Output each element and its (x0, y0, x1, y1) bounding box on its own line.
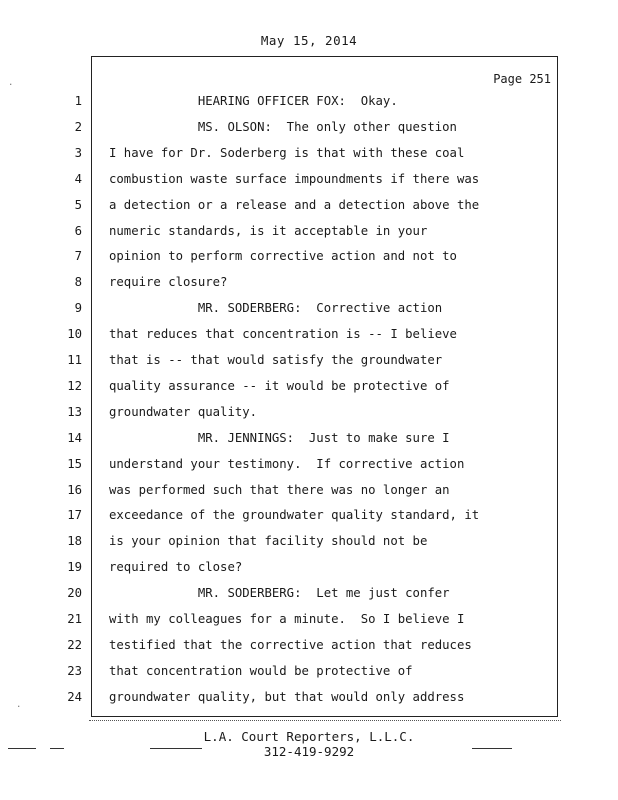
line-text: testified that the corrective action that reduces (109, 637, 472, 652)
line-text: numeric standards, is it acceptable in your (109, 223, 428, 238)
court-reporter-phone: 312-419-9292 (263, 744, 355, 759)
scan-rule (8, 748, 36, 749)
transcript-line (0, 347, 600, 373)
line-number: 16 (67, 482, 82, 497)
line-text: was performed such that there was no longer an (109, 482, 450, 497)
line-text: quality assurance -- it would be protective of (109, 378, 450, 393)
line-number: 21 (67, 612, 82, 626)
line-number: 7 (74, 249, 82, 264)
court-reporter-name: L.A. Court Reporters, L.L.C. (203, 729, 415, 744)
line-text: MR. SODERBERG: Corrective action (109, 301, 443, 316)
transcript-line (0, 684, 600, 710)
line-text: opinion to perform corrective action and not to (109, 249, 457, 264)
line-number: 18 (67, 534, 82, 549)
line-text: is your opinion that facility should not be (109, 534, 428, 549)
transcript-line (0, 580, 600, 606)
line-number: 5 (74, 197, 82, 212)
line-number: 17 (67, 508, 82, 523)
line-number: 24 (67, 689, 82, 704)
line-text: require closure? (109, 275, 228, 290)
transcript-line (0, 166, 600, 192)
transcript-line (0, 451, 600, 477)
transcript-line (0, 269, 600, 295)
transcript-line (0, 502, 600, 528)
transcript-line (0, 218, 600, 244)
transcript-line (0, 88, 600, 114)
line-text: MR. JENNINGS: Just to make sure I (109, 430, 450, 445)
scan-speck: . (8, 78, 14, 88)
line-number: 3 (74, 145, 82, 160)
line-number: 20 (67, 586, 82, 601)
scan-rule (150, 748, 202, 749)
line-number: 11 (67, 353, 82, 367)
line-text: required to close? (109, 560, 243, 575)
line-text: combustion waste surface impoundments if there was (109, 171, 480, 186)
line-text: that concentration would be protective of (109, 663, 413, 678)
transcript-line (0, 321, 600, 347)
line-number: 19 (67, 560, 82, 575)
transcript-line (0, 606, 600, 632)
transcript-line (0, 425, 600, 451)
line-text: a detection or a release and a detection above the (109, 197, 480, 212)
transcript-line (0, 528, 600, 554)
transcript-line (0, 658, 600, 684)
line-number: 2 (74, 119, 82, 134)
transcript-date: May 15, 2014 (260, 33, 358, 48)
line-number: 9 (74, 301, 82, 316)
line-text: understand your testimony. If corrective action (109, 456, 465, 471)
line-number: 23 (67, 663, 82, 678)
line-text: I have for Dr. Soderberg is that with these coal (109, 145, 465, 160)
transcript-line (0, 632, 600, 658)
line-text: with my colleagues for a minute. So I believe I (109, 612, 465, 626)
transcript-line (0, 477, 600, 503)
page-number: Page 251 (493, 72, 551, 86)
line-text: exceedance of the groundwater quality standard, it (109, 508, 480, 523)
line-number: 22 (67, 637, 82, 652)
transcript-line (0, 295, 600, 321)
line-number: 1 (74, 94, 82, 108)
line-number: 14 (67, 430, 82, 445)
line-text: groundwater quality. (109, 404, 258, 419)
line-text: MR. SODERBERG: Let me just confer (109, 586, 450, 601)
line-number: 8 (74, 275, 82, 290)
line-text: that reduces that concentration is -- I believe (109, 327, 457, 342)
line-number: 10 (67, 327, 82, 342)
scan-speck: . (16, 700, 22, 710)
scan-rule (50, 748, 64, 749)
line-text: MS. OLSON: The only other question (109, 119, 457, 134)
line-text: HEARING OFFICER FOX: Okay. (109, 94, 398, 108)
transcript-line (0, 373, 600, 399)
scan-rule (472, 748, 512, 749)
line-number: 12 (67, 378, 82, 393)
line-text: that is -- that would satisfy the groundwater (109, 353, 443, 367)
transcript-line (0, 140, 600, 166)
transcript-line (0, 192, 600, 218)
line-number: 4 (74, 171, 82, 186)
line-number: 6 (74, 223, 82, 238)
transcript-line (0, 554, 600, 580)
transcript-line (0, 243, 600, 269)
transcript-line (0, 399, 600, 425)
line-number: 13 (67, 404, 82, 419)
line-number: 15 (67, 456, 82, 471)
line-text: groundwater quality, but that would only address (109, 689, 465, 704)
transcript-line (0, 114, 600, 140)
